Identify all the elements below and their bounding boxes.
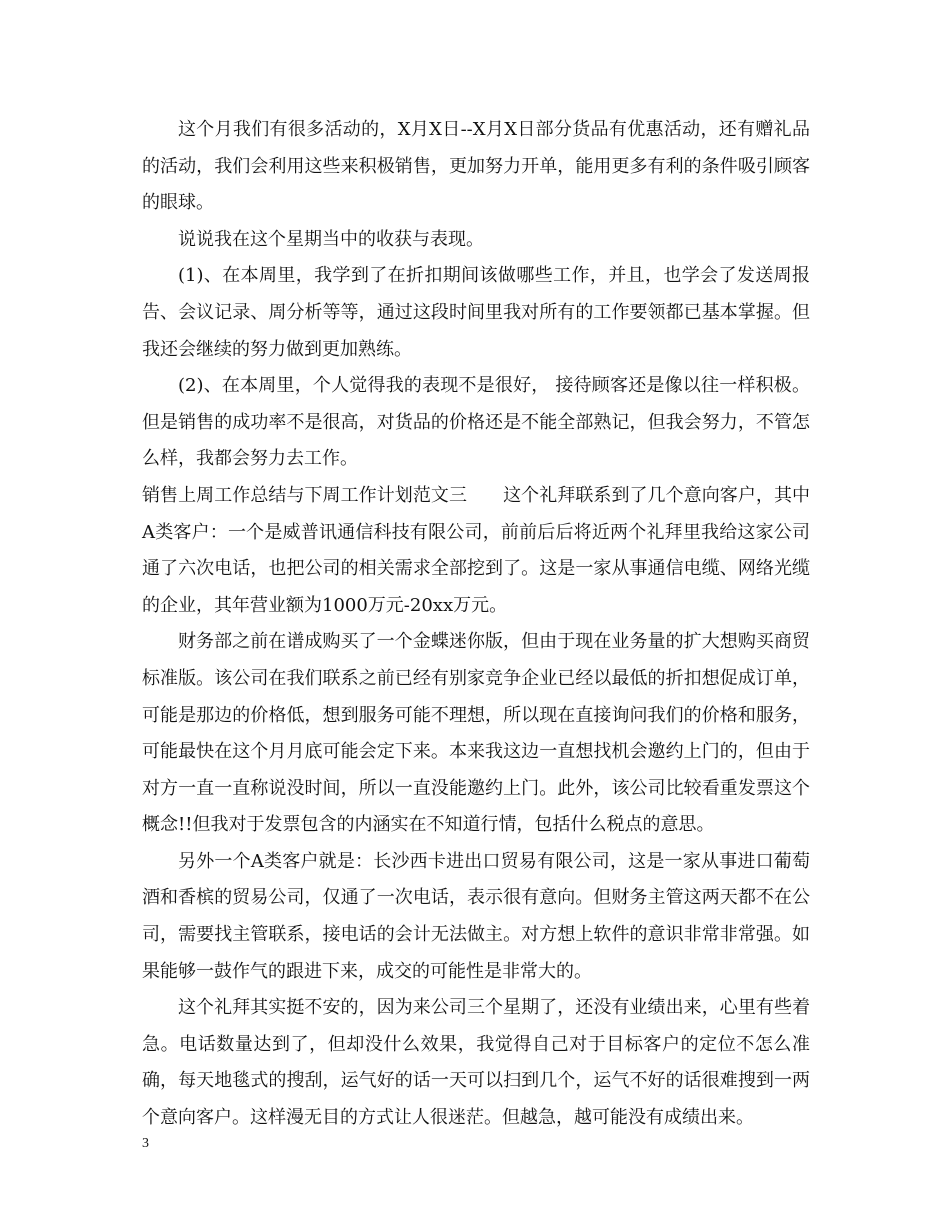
document-body [142,112,810,1137]
paragraph-finance-dept: 财务部之前在谱成购买了一个金蝶迷你版，但由于现在业务量的扩大想购买商贸标准版。该公司在我们联系之前已经有别家竞争企业已经以最低的折扣想促成订单，可能是那边的价格低，想到服务可能不理想，所以现在直接询问我们的价格和服务，可能最快在这个月月底可能会定下来。本来我这边一直想找机会邀约上门的，但由于对方一直一直称说没时间，所以一直没能邀约上门。此外，该公司比较看重发票这个概念!!但我对于发票包含的内涵实在不知道行情，包括什么税点的意思。 [142,631,810,836]
paragraph-reflection: 这个礼拜其实挺不安的，因为来公司三个星期了，还没有业绩出来，心里有些着急。电话数量达到了，但却没什么效果，我觉得自己对于目标客户的定位不怎么准确，每天地毯式的搜刮，运气好的话一天可以扫到几个，运气不好的话很难搜到一两个意向客户。这样漫无目的方式让人很迷茫。但越急，越可能没有成绩出来。 [142,997,810,1129]
page-number: 3 [142,1136,149,1151]
paragraph-monthly-activities: 这个月我们有很多活动的，X月X日--X月X日部分货品有优惠活动，还有赠礼品的活动，我们会利用这些来积极销售，更加努力开单，能用更多有利的条件吸引顾客的眼球。 [142,119,810,214]
paragraph-section-heading: 销售上周工作总结与下周工作计划范文三 这个礼拜联系到了几个意向客户，其中A类客户：一个是威普讯通信科技有限公司，前前后后将近两个礼拜里我给这家公司通了六次电话，也把公司的相关需求全部挖到了。这是一家从事通信电缆、网络光缆的企业，其年营业额为1000万元-20xx万元。 [142,484,810,616]
paragraph-another-client: 另外一个A类客户就是：长沙西卡进出口贸易有限公司，这是一家从事进口葡萄酒和香槟的贸易公司，仅通了一次电话，表示很有意向。但财务主管这两天都不在公司，需要找主管联系，接电话的会计无法做主。对方想上软件的意识非常非常强。如果能够一鼓作气的跟进下来，成交的可能性是非常大的。 [142,850,810,982]
paragraph-point-2: (2)、在本周里，个人觉得我的表现不是很好， 接待顾客还是像以往一样积极。但是销售的成功率不是很高，对货品的价格还是不能全部熟记，但我会努力，不管怎么样，我都会努力去工作。 [142,375,810,470]
paragraph-weekly-intro: 说说我在这个星期当中的收获与表现。 [178,228,484,250]
paragraph-point-1: (1)、在本周里，我学到了在折扣期间该做哪些工作，并且，也学会了发送周报告、会议记录、周分析等等，通过这段时间里我对所有的工作要领都已基本掌握。但我还会继续的努力做到更加熟练。 [142,265,810,360]
